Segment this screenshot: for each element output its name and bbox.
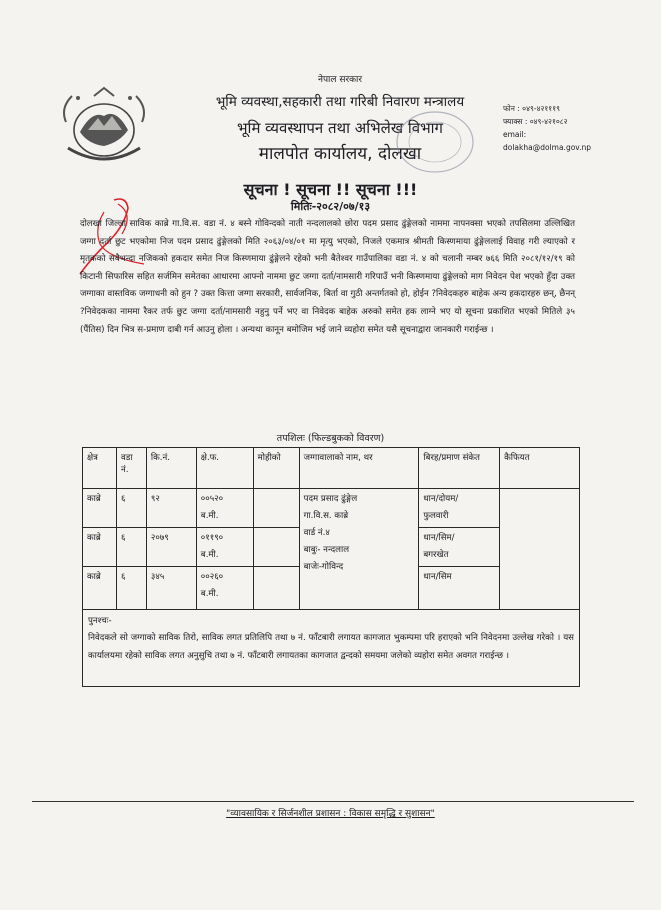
owner-cell: [299, 489, 419, 610]
cell-category: धान/दोयम/: [423, 494, 459, 504]
cell-category-2: [423, 586, 495, 603]
fax-number: फ्याक्स : ०४९-४२१०८२: [503, 117, 568, 126]
cell-ward: ६: [120, 533, 126, 543]
cell-unit: ब.मी.: [200, 550, 219, 560]
department-name: भूमि व्यवस्थापन तथा अभिलेख विभाग: [237, 119, 443, 137]
contact-block: [503, 102, 591, 154]
cell-tenant: [258, 569, 295, 586]
col-header-area: क्षेत्र: [83, 448, 117, 489]
cell-area: काब्रे: [87, 533, 101, 543]
notice-title: सूचना ! सूचना !! सूचना !!!: [243, 180, 418, 199]
owner-line: बाबुः- नन्दलाल: [303, 545, 350, 555]
cell-size: ००५२०: [200, 494, 224, 504]
fieldbook-table: [82, 447, 580, 610]
footer-slogan: [0, 806, 661, 819]
cell-size: ०११९०: [200, 533, 224, 543]
cell-tenant: [258, 530, 295, 547]
col-header-size: क्षे.फ.: [196, 448, 253, 489]
col-header-remarks: कैफियत: [500, 448, 580, 489]
cell-kitta: २०७९: [150, 533, 169, 543]
cell-unit: ब.मी.: [200, 589, 219, 599]
cell-size: ००२६०: [200, 572, 224, 582]
col-header-ward: वडा नं.: [116, 448, 146, 489]
cell-ward: ६: [120, 494, 126, 504]
col-header-category: बिरह/प्रमाण संकेत: [419, 448, 500, 489]
table-row: [83, 489, 580, 528]
cell-kitta: ३४५: [150, 572, 165, 582]
email-address: dolakha@dolma.gov.np: [503, 143, 592, 152]
cell-category: धान/सिम: [423, 572, 452, 582]
footer-divider: [32, 801, 634, 802]
table-header-row: [83, 448, 580, 489]
cell-unit: ब.मी.: [200, 511, 219, 521]
cell-tenant: [258, 491, 295, 508]
owner-line: वार्ड नं.४: [303, 528, 330, 538]
col-header-tenant: मोहीको: [253, 448, 299, 489]
cell-category: धान/सिम/: [423, 533, 455, 543]
cell-category-2: बगरखेत: [423, 550, 449, 560]
cell-area: काब्रे: [87, 494, 101, 504]
government-name: नेपाल सरकार: [317, 75, 363, 85]
col-header-kitta: कि.नं.: [146, 448, 196, 489]
ministry-name: भूमि व्यवस्था,सहकारी तथा गरिबी निवारण मन्त्रालय: [215, 94, 465, 110]
notice-body: दोलखा जिल्ला साविक काब्रे गा.वि.स. वडा नं. ४ बस्ने गोविन्दको नाती नन्दलालको छोरा पदम प्रसाद ढुंङ्गेलको नाममा नापनक्सा भएको तपसिलमा उल्लिखित जग्गा दर्ता छुट भएकोमा निज पदम प्रसाद ढुंङ्गेलको मिति २०६३/०४/०१ मा मृत्यु भएको, निजले एकमात्र श्रीमती किस्णमाया ढुंङ्गेललाई विवाह गरी ल्याएको र मृतकको सबैभन्दा नजिकको हकदार समेत निज किस्णमाया ढुंङ्गेलने रहेको भनी बैतेश्वर गाउँपालिका वडा नं. ४ को चलानी नम्बर ७६६ मिति २०८१/१२/१९ को किटानी सिफारिस सहित सर्जमिन समेतका आधारमा आफ्नो नाममा छुट जग्गा दर्ता/नामसारी गरिपाउँ भनी किस्णमाया ढुंङ्गेलको माग निवेदन पेश भएको हुँदा उक्त जग्गाका वास्तविक जग्गाधनी को हुन ? उक्त कित्ता जग्गा सरकारी, सार्वजनिक, बिर्ता वा गुठी अन्तर्गतको हो, होईन ?निवेदकहरु बाहेक अन्य हकदारहरु छन्, छैनन् ?निवेदकका नाममा रैकर तर्फ छुट जग्गा दर्ता/नामसारी नहुनु पर्ने भए वा निवेदक बाहेक अरुको समेत हक लाग्ने भए यो सूचना प्रकाशित भएको मितिले ३५ (पैंतिस) दिन भित्र स-प्रमाण दाबी गर्न आउनु होला । अन्यथा कानून बमोजिम भई जाने व्यहोरा समेत यसै सूचनाद्वारा जानकारी गराईन्छ ।: [80, 219, 575, 335]
cell-remarks-column: [500, 489, 580, 610]
office-stamp-icon: [380, 100, 490, 184]
slogan-text: "व्यावसायिक र सिर्जनशील प्रशासन : विकास समृद्धि र सुशासन": [226, 809, 435, 819]
cell-category-2: फुलवारी: [423, 511, 449, 521]
col-header-owner: जग्गावालाको नाम, थर: [299, 448, 419, 489]
notice-date: मितिः-२०८२/०७/१३: [290, 200, 371, 213]
owner-line: पदम प्रसाद ढुंङ्गेल: [303, 494, 358, 504]
cell-ward: ६: [120, 572, 126, 582]
office-name: मालपोत कार्यालय, दोलखा: [258, 144, 422, 164]
phone-number: फोन : ०४९-४२१११९: [503, 104, 560, 113]
postscript-label: पुनश्चः-: [88, 616, 112, 626]
table-caption: तपशिलः (फिल्डबुकको विवरण): [276, 433, 385, 444]
email-label: email:: [503, 130, 527, 139]
cell-kitta: ९२: [150, 494, 160, 504]
nepal-emblem-icon: [58, 86, 150, 170]
owner-line: बाजेः-गोविन्द: [303, 562, 344, 572]
owner-line: गा.वि.स. काब्रे: [303, 511, 349, 521]
postscript-text: निवेदकले सो जग्गाको साविक तिरो, साविक लगत प्रतिलिपि तथा ७ नं. फाँटबारी लगायत कागजात भुकम्पमा परि हराएको भनि निवेदनमा उल्लेख गरेको । यस कार्यालयमा रहेको साविक लगत अनुसुचि तथा ७ नं. फाँटबारी लगायतका कागजात द्वन्दको समयमा जलेको व्यहोरा समेत अवगत गराईन्छ ।: [88, 633, 574, 661]
cell-area: काब्रे: [87, 572, 101, 582]
